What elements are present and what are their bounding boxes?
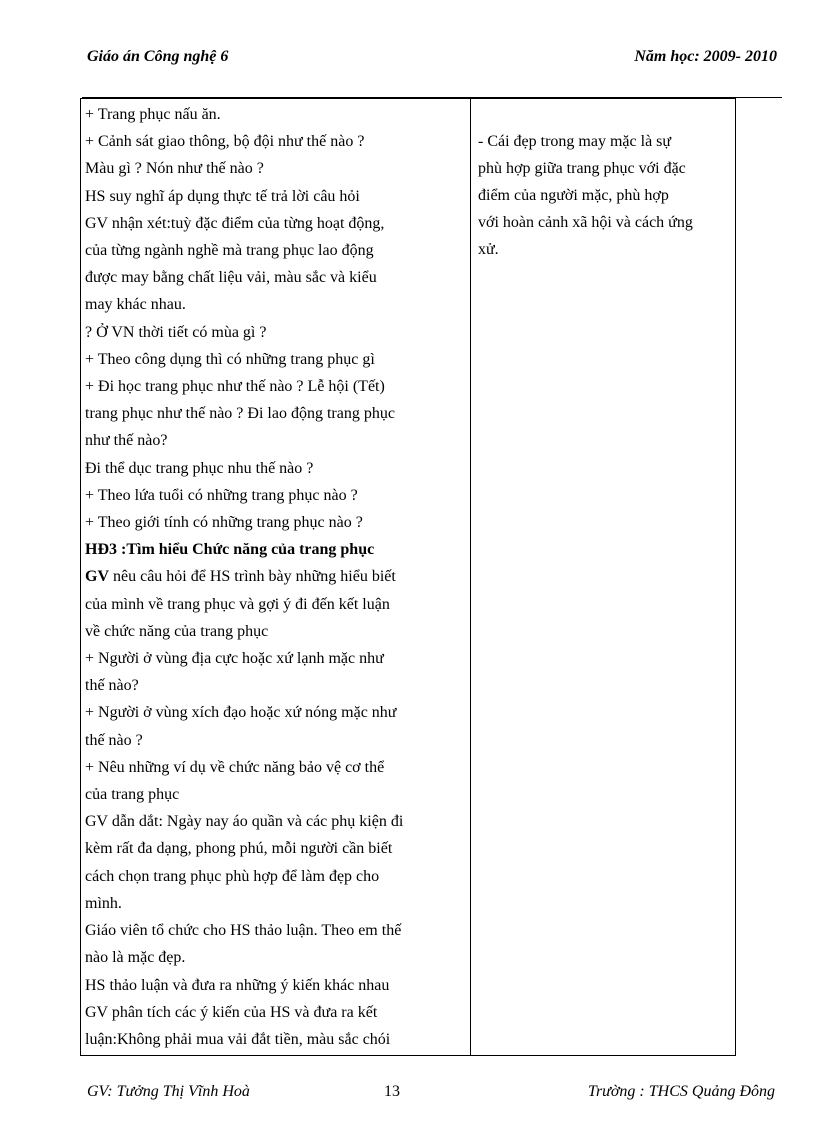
right-text-line: điểm của người mặc, phù hợp xyxy=(478,187,669,204)
content-column xyxy=(478,128,730,263)
right-text-line: phù hợp giữa trang phục với đặc xyxy=(478,160,686,177)
left-text-line: Màu gì ? Nón như thế nào ? xyxy=(85,160,264,178)
left-text-line: của mình về trang phục và gợi ý đi đến kết luận xyxy=(85,595,390,613)
left-text-line: của từng ngành nghề mà trang phục lao động xyxy=(85,242,374,260)
activity-column xyxy=(85,101,467,1053)
left-text-line: trang phục như thế nào ? Đi lao động trang phục xyxy=(85,405,395,423)
left-text-line: Giáo viên tổ chức cho HS thảo luận. Theo em thế xyxy=(85,922,402,940)
left-text-line: kèm rất đa dạng, phong phú, mỗi người cần biết xyxy=(85,840,393,858)
left-text-line: + Theo công dụng thì có những trang phục gì xyxy=(85,350,375,368)
left-text-line: như thế nào? xyxy=(85,432,168,450)
left-text-line: + Theo giới tính có những trang phục nào ? xyxy=(85,514,363,532)
left-text-line: GV nhận xét:tuỳ đặc điểm của từng hoạt động, xyxy=(85,214,385,232)
left-text-line: về chức năng của trang phục xyxy=(85,622,269,640)
left-text-line: mình. xyxy=(85,894,122,912)
left-text-line: GV dẫn dắt: Ngày nay áo quần và các phụ kiện đi xyxy=(85,813,404,831)
header-school-year: Năm học: 2009- 2010 xyxy=(634,48,777,65)
left-text-line: nào là mặc đẹp. xyxy=(85,949,186,967)
left-text-line: thế nào? xyxy=(85,677,139,695)
left-text-line: luận:Không phải mua vải đắt tiền, màu sắc chói xyxy=(85,1030,391,1048)
column-divider xyxy=(470,99,471,1055)
page-number: 13 xyxy=(384,1083,400,1100)
page-header xyxy=(87,48,777,76)
left-text-line: + Đi học trang phục như thế nào ? Lễ hội (Tết) xyxy=(85,378,385,396)
left-text-line: thế nào ? xyxy=(85,731,143,749)
left-text-line: + Người ở vùng địa cực hoặc xứ lạnh mặc như xyxy=(85,650,384,668)
right-text-line: - Cái đẹp trong may mặc là sự xyxy=(478,133,672,150)
left-text-line: GV phân tích các ý kiến của HS và đưa ra kết xyxy=(85,1003,378,1021)
left-text-line: cách chọn trang phục phù hợp để làm đẹp cho xyxy=(85,867,380,885)
left-text-line: HĐ3 :Tìm hiểu Chức năng của trang phục xyxy=(85,541,375,559)
left-text-line: ? Ở VN thời tiết có mùa gì ? xyxy=(85,323,267,341)
left-text-line: + Người ở vùng xích đạo hoặc xứ nóng mặc như xyxy=(85,704,397,722)
footer-school: Trường : THCS Quảng Đông xyxy=(587,1083,775,1100)
left-text-line: may khác nhau. xyxy=(85,296,186,314)
left-text-line: HS suy nghĩ áp dụng thực tế trả lời câu hỏi xyxy=(85,187,360,205)
left-text-line: + Nêu những ví dụ về chức năng bảo vệ cơ thể xyxy=(85,758,385,776)
left-text-line: GV nêu câu hỏi để HS trình bày những hiểu biết xyxy=(85,568,396,586)
left-text-line: được may bằng chất liệu vải, màu sắc và kiểu xyxy=(85,269,377,287)
left-text-line: + Cảnh sát giao thông, bộ đội như thế nào ? xyxy=(85,133,365,151)
bold-prefix: GV xyxy=(85,568,109,586)
right-text-line: xử. xyxy=(478,241,499,258)
left-text-line: HS thảo luận và đưa ra những ý kiến khác nhau xyxy=(85,976,390,994)
left-text-line: + Trang phục nấu ăn. xyxy=(85,106,221,123)
page-footer xyxy=(87,1083,777,1107)
lesson-table xyxy=(80,98,736,1056)
footer-teacher: GV: Tưởng Thị Vĩnh Hoà xyxy=(87,1083,250,1100)
right-text-line: với hoàn cảnh xã hội và cách ứng xyxy=(478,214,693,231)
header-subject: Giáo án Công nghệ 6 xyxy=(87,48,229,65)
left-text-line: Đi thể dục trang phục nhu thế nào ? xyxy=(85,459,314,477)
left-text-line: + Theo lứa tuổi có những trang phục nào ? xyxy=(85,486,358,504)
left-text-line: của trang phục xyxy=(85,786,180,804)
